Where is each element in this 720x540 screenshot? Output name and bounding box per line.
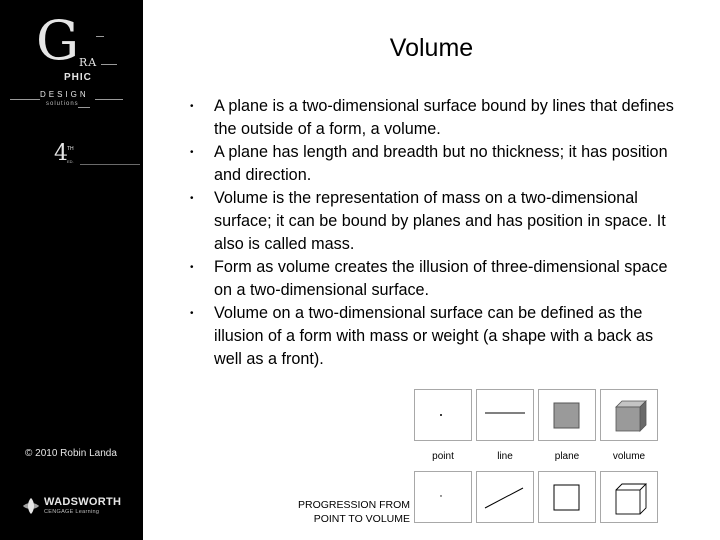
line-icon <box>477 390 533 440</box>
bullet-text: Volume is the representation of mass on a two-dimensional surface; it can be bound by planes and has position in space. It also is called mass. <box>214 189 666 253</box>
publisher-name: WADSWORTH <box>44 496 122 508</box>
plane-icon <box>539 390 595 440</box>
bullet-marker: • <box>190 193 194 204</box>
label-line: line <box>497 451 513 462</box>
label-point: point <box>432 451 454 462</box>
point-icon <box>415 390 471 440</box>
logo-phic: PHIC <box>64 72 92 83</box>
publisher-emblem-icon <box>22 497 40 515</box>
bullet-list <box>190 95 680 371</box>
caption-line-2: POINT TO VOLUME <box>313 513 410 525</box>
line-panel <box>476 389 534 441</box>
plane-panel <box>538 389 596 441</box>
bullet-text: A plane is a two-dimensional surface bound by lines that defines the outside of a form, a volume. <box>214 97 674 138</box>
volume-outline-panel <box>600 471 658 523</box>
bullet-text: Volume on a two-dimensional surface can be defined as the illusion of a form with mass or weight (a shape with a back as well as a front). <box>214 304 654 368</box>
bullet-marker: • <box>190 262 194 273</box>
label-plane: plane <box>554 451 580 462</box>
logo-rule <box>101 64 117 65</box>
publisher-sub: CENGAGE Learning <box>44 509 100 515</box>
volume-icon <box>601 390 657 440</box>
point-outline-panel <box>414 471 472 523</box>
edition-abbrev: ED. <box>67 159 74 164</box>
bullet-item <box>190 141 680 187</box>
logo-ra: RA <box>79 56 98 69</box>
logo-solutions: solutions <box>46 101 79 107</box>
logo-rule <box>10 99 40 100</box>
bullet-item <box>190 302 680 371</box>
logo-design: DESIGN <box>40 90 89 99</box>
figure-caption <box>270 498 410 526</box>
edition-rule <box>80 164 140 165</box>
edition-number: 4 <box>54 141 68 166</box>
caption-line-1: PROGRESSION FROM <box>297 499 410 511</box>
cube-outline-icon <box>601 472 657 522</box>
slide-title: Volume <box>389 34 474 62</box>
label-volume: volume <box>612 451 646 462</box>
edition-suffix: TH <box>67 146 74 152</box>
line-outline-panel <box>476 471 534 523</box>
logo-rule <box>96 36 104 37</box>
square-outline-icon <box>539 472 595 522</box>
bullet-text: Form as volume creates the illusion of three-dimensional space on a two-dimensional surface. <box>214 258 668 299</box>
plane-outline-panel <box>538 471 596 523</box>
publisher-logo <box>22 494 122 518</box>
logo-rule <box>95 99 123 100</box>
sidebar <box>0 0 143 540</box>
point-outline-icon <box>415 472 471 522</box>
logo-letter: G <box>36 9 80 72</box>
point-panel <box>414 389 472 441</box>
bullet-item <box>190 256 680 302</box>
logo-rule <box>78 107 90 108</box>
bullet-marker: • <box>190 308 194 319</box>
progression-figure <box>270 385 720 540</box>
bullet-item <box>190 95 680 141</box>
diagonal-line-icon <box>477 472 533 522</box>
bullet-item <box>190 187 680 256</box>
bullet-marker: • <box>190 101 194 112</box>
volume-panel <box>600 389 658 441</box>
copyright-text: © 2010 Robin Landa <box>25 448 117 459</box>
bullet-text: A plane has length and breadth but no thickness; it has position and direction. <box>214 143 668 184</box>
bullet-marker: • <box>190 147 194 158</box>
